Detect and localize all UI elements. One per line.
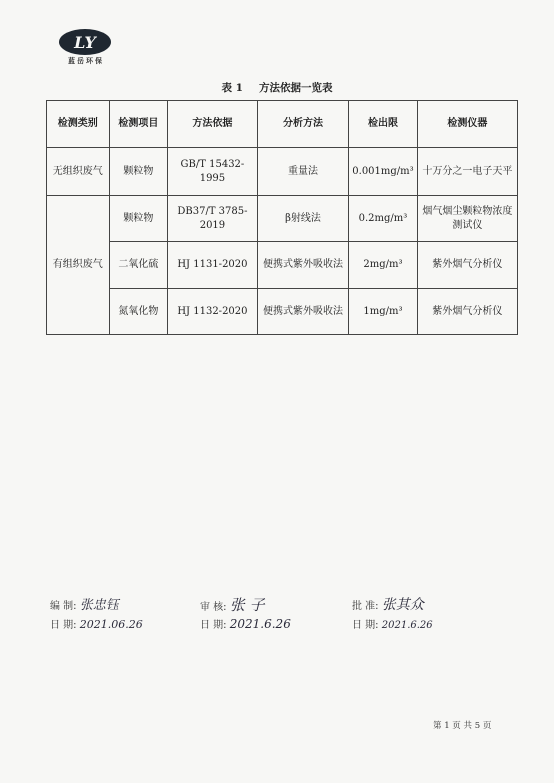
cell-standard: HJ 1132-2020 [168, 289, 258, 335]
header-standard: 方法依据 [168, 101, 258, 148]
table-header-row [47, 101, 518, 148]
approver-label: 批 准: [352, 601, 379, 612]
compiler-date-line [50, 616, 143, 631]
header-category: 检测类别 [47, 101, 110, 148]
cell-instrument: 十万分之一电子天平 [417, 148, 517, 196]
cell-instrument: 紫外烟气分析仪 [417, 242, 517, 289]
header-method: 分析方法 [257, 101, 349, 148]
table-number: 表 1 [221, 82, 243, 94]
table-row [47, 196, 518, 242]
approver-name: 张其众 [381, 597, 424, 613]
approver-signature [352, 594, 424, 614]
table-row [47, 289, 518, 335]
cell-method: β射线法 [257, 196, 349, 242]
cell-item: 二氧化硫 [109, 242, 168, 289]
cell-method: 便携式紫外吸收法 [257, 242, 349, 289]
reviewer-signature [200, 594, 265, 615]
cell-limit: 0.001mg/m³ [349, 148, 417, 196]
cell-category: 有组织废气 [47, 196, 110, 335]
table-row [47, 242, 518, 289]
header-limit: 检出限 [349, 101, 417, 148]
cell-category: 无组织废气 [47, 148, 110, 196]
cell-method: 便携式紫外吸收法 [257, 289, 349, 335]
logo-caption: 蓝岳环保 [68, 57, 104, 65]
compiler-signature [50, 594, 119, 613]
logo-text: LY [74, 33, 96, 52]
table-row [47, 148, 518, 196]
page-number: 第 1 页 共 5 页 [433, 721, 492, 731]
cell-method: 重量法 [257, 148, 349, 196]
compiler-date-label: 日 期: [50, 620, 77, 631]
cell-limit: 0.2mg/m³ [349, 196, 417, 242]
reviewer-label: 审 核: [200, 602, 227, 613]
header-instrument: 检测仪器 [417, 101, 517, 148]
compiler-date: 2021.06.26 [79, 618, 143, 631]
cell-item: 颗粒物 [109, 196, 168, 242]
compiler-label: 编 制: [50, 601, 77, 612]
table-title [0, 80, 554, 95]
cell-instrument: 烟气烟尘颗粒物浓度测试仪 [417, 196, 517, 242]
approver-date-line [352, 616, 433, 631]
table-title-text: 方法依据一览表 [258, 82, 333, 94]
cell-item: 颗粒物 [109, 148, 168, 196]
method-table [46, 100, 518, 335]
cell-limit: 1mg/m³ [349, 289, 417, 335]
cell-standard: DB37/T 3785-2019 [168, 196, 258, 242]
reviewer-date: 2021.6.26 [229, 617, 291, 631]
reviewer-date-label: 日 期: [200, 620, 227, 631]
reviewer-date-line [200, 616, 291, 631]
cell-limit: 2mg/m³ [349, 242, 417, 289]
cell-item: 氮氧化物 [109, 289, 168, 335]
header-item: 检测项目 [109, 101, 168, 148]
cell-standard: HJ 1131-2020 [168, 242, 258, 289]
approver-date-label: 日 期: [352, 620, 379, 631]
reviewer-name: 张 子 [229, 596, 265, 614]
compiler-name: 张忠钰 [79, 598, 119, 613]
cell-instrument: 紫外烟气分析仪 [417, 289, 517, 335]
cell-standard: GB/T 15432-1995 [168, 148, 258, 196]
approver-date: 2021.6.26 [381, 620, 433, 631]
